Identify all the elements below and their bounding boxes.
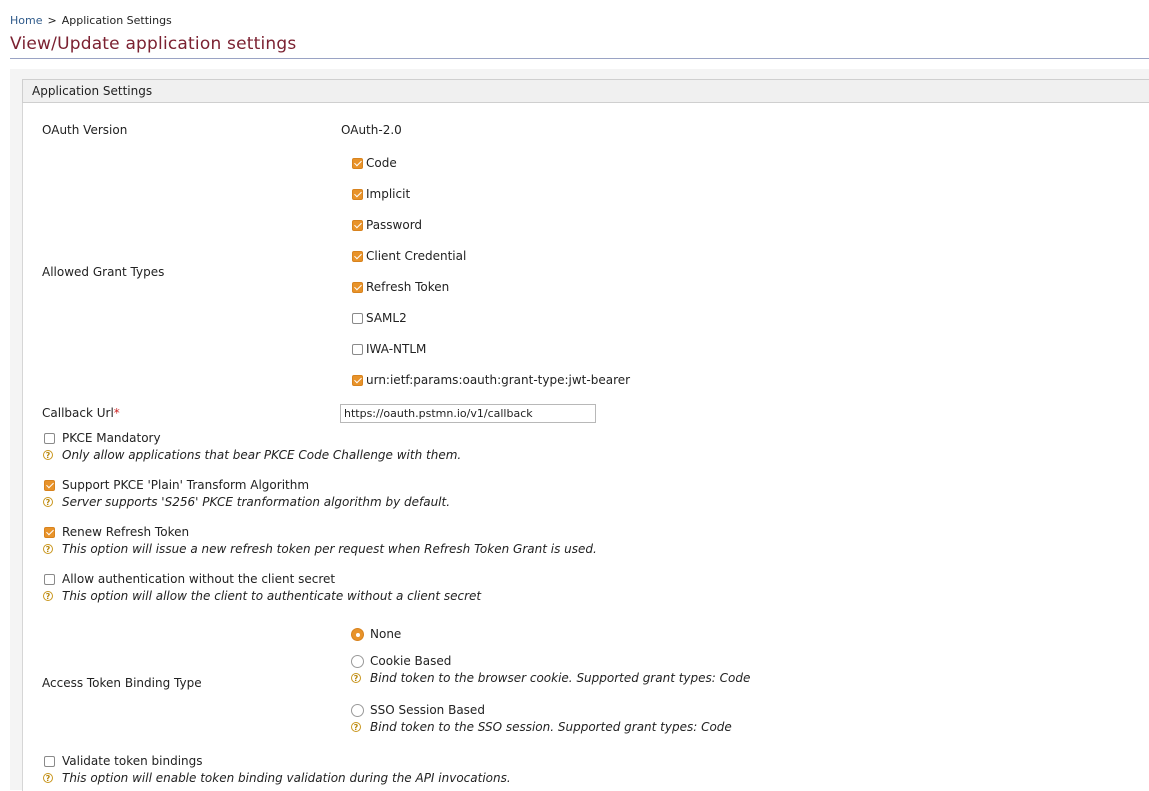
oauth-version-value: OAuth-2.0 — [341, 123, 402, 137]
breadcrumb-home-link[interactable]: Home — [10, 14, 43, 27]
grant-implicit-label: Implicit — [366, 187, 411, 201]
renew-refresh-token-label: Renew Refresh Token — [62, 525, 190, 539]
breadcrumb-current: Application Settings — [61, 14, 172, 27]
callback-url-label-text: Callback Url — [42, 406, 114, 420]
binding-sso-help: Bind token to the SSO session. Supported grant types: Code — [370, 720, 732, 734]
grant-iwa-ntlm-label: IWA-NTLM — [366, 342, 427, 356]
callback-url-input[interactable]: https://oauth.pstmn.io/v1/callback — [340, 404, 596, 423]
binding-sso-label: SSO Session Based — [370, 703, 485, 717]
pkce-plain-label: Support PKCE 'Plain' Transform Algorithm — [62, 478, 310, 492]
title-divider — [10, 58, 1149, 59]
grant-code-checkbox[interactable] — [352, 158, 363, 169]
grant-client-credential-checkbox[interactable] — [352, 251, 363, 262]
validate-bindings-help: This option will enable token binding validation during the API invocations. — [62, 771, 511, 785]
grant-password-checkbox[interactable] — [352, 220, 363, 231]
grant-jwt-bearer-checkbox[interactable] — [352, 375, 363, 386]
token-binding-label: Access Token Binding Type — [42, 676, 202, 690]
allow-no-secret-label: Allow authentication without the client secret — [62, 572, 336, 586]
validate-bindings-label: Validate token bindings — [62, 754, 203, 768]
grant-iwa-ntlm-checkbox[interactable] — [352, 344, 363, 355]
help-icon: ? — [43, 497, 53, 507]
page-title: View/Update application settings — [10, 34, 297, 54]
help-icon: ? — [43, 591, 53, 601]
grant-refresh-token-label: Refresh Token — [366, 280, 450, 294]
binding-none-label: None — [370, 627, 402, 641]
binding-cookie-help: Bind token to the browser cookie. Supported grant types: Code — [370, 671, 751, 685]
pkce-mandatory-label: PKCE Mandatory — [62, 431, 161, 445]
pkce-plain-checkbox[interactable] — [44, 480, 55, 491]
oauth-version-label: OAuth Version — [42, 123, 128, 137]
renew-refresh-token-checkbox[interactable] — [44, 527, 55, 538]
validate-bindings-checkbox[interactable] — [44, 756, 55, 767]
pkce-mandatory-help: Only allow applications that bear PKCE Code Challenge with them. — [62, 448, 462, 462]
binding-sso-radio[interactable] — [351, 704, 364, 717]
grant-jwt-bearer-label: urn:ietf:params:oauth:grant-type:jwt-bearer — [366, 373, 631, 387]
help-icon: ? — [351, 673, 361, 683]
help-icon: ? — [43, 450, 53, 460]
help-icon: ? — [43, 544, 53, 554]
help-icon: ? — [43, 773, 53, 783]
required-mark: * — [113, 406, 120, 420]
binding-cookie-radio[interactable] — [351, 655, 364, 668]
allow-no-secret-help: This option will allow the client to authenticate without a client secret — [62, 589, 482, 603]
binding-cookie-label: Cookie Based — [370, 654, 452, 668]
grant-refresh-token-checkbox[interactable] — [352, 282, 363, 293]
grant-saml2-checkbox[interactable] — [352, 313, 363, 324]
panel-header — [22, 79, 1149, 103]
breadcrumb-separator: > — [47, 14, 57, 27]
renew-refresh-token-help: This option will issue a new refresh token per request when Refresh Token Grant is used. — [62, 542, 597, 556]
allow-no-secret-checkbox[interactable] — [44, 574, 55, 585]
grant-password-label: Password — [366, 218, 423, 232]
callback-url-label — [42, 406, 120, 420]
pkce-plain-help: Server supports 'S256' PKCE tranformation algorithm by default. — [62, 495, 451, 509]
grant-saml2-label: SAML2 — [366, 311, 407, 325]
grant-implicit-checkbox[interactable] — [352, 189, 363, 200]
grant-code-label: Code — [366, 156, 397, 170]
grant-client-credential-label: Client Credential — [366, 249, 467, 263]
breadcrumb — [10, 14, 172, 27]
grant-types-label: Allowed Grant Types — [42, 265, 165, 279]
panel-title: Application Settings — [32, 84, 153, 98]
binding-none-radio[interactable] — [351, 628, 364, 641]
pkce-mandatory-checkbox[interactable] — [44, 433, 55, 444]
help-icon: ? — [351, 722, 361, 732]
